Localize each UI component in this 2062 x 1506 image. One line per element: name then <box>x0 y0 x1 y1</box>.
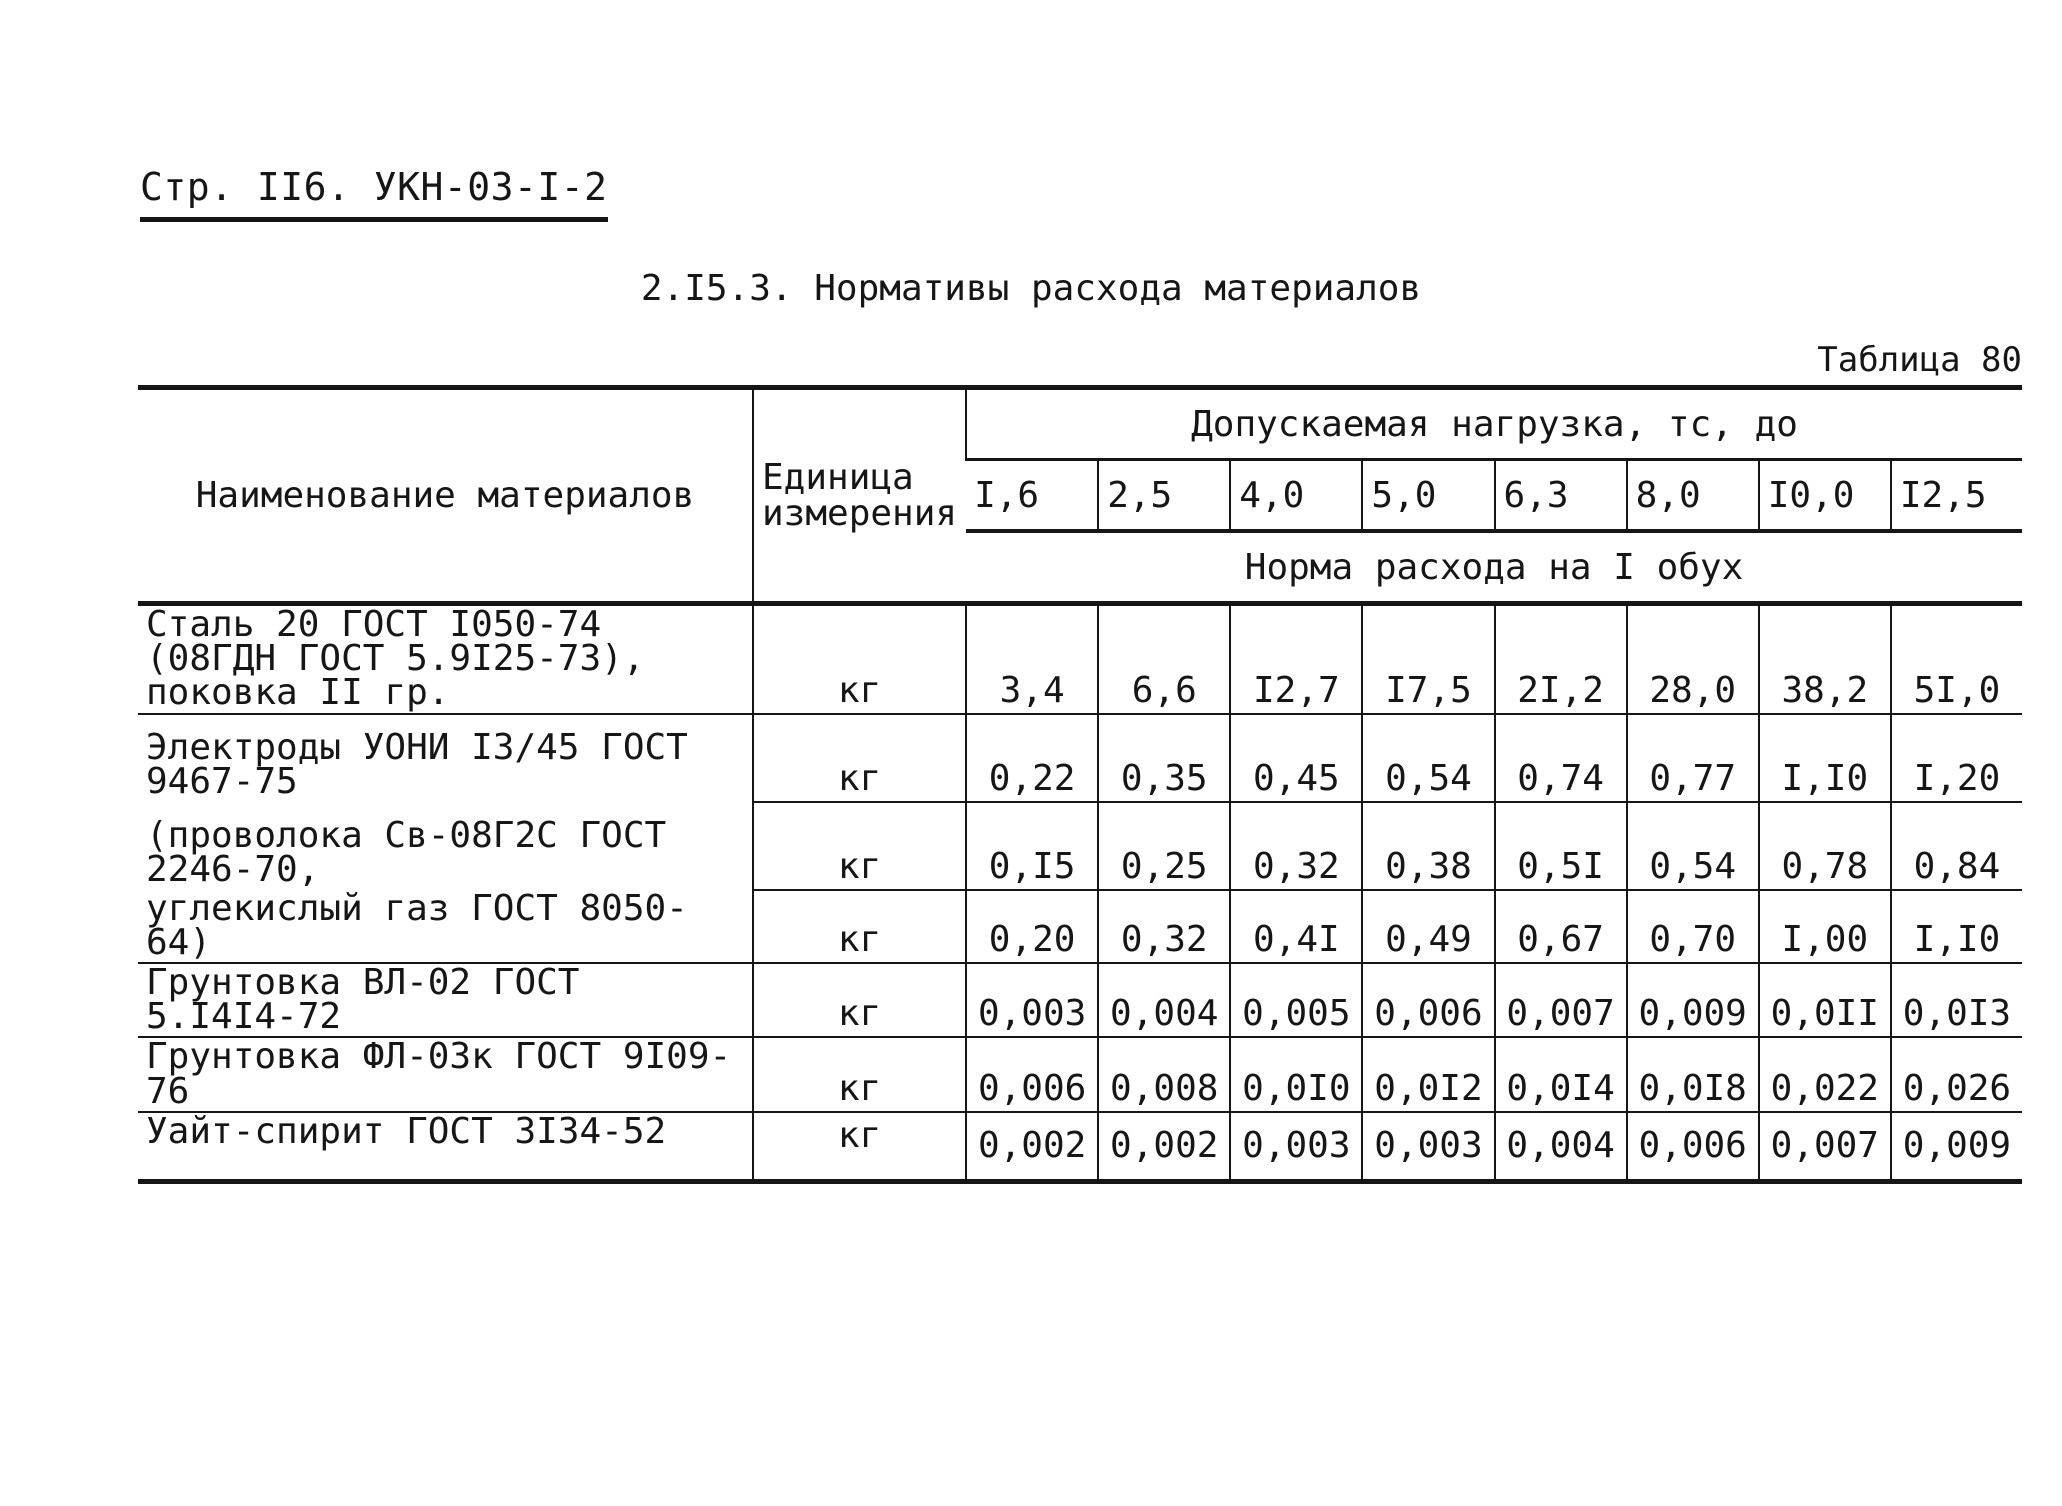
header-allowed-load: Допускаемая нагрузка, тс, до <box>966 388 2022 460</box>
value-cell: 38,2 <box>1759 604 1891 714</box>
value-cell: 0,0I0 <box>1230 1037 1362 1111</box>
table-row <box>138 1112 2022 1182</box>
value-cell: 0,003 <box>966 963 1098 1037</box>
value-cell: 0,007 <box>1759 1112 1891 1182</box>
table-row <box>138 802 2022 890</box>
value-cell: 0,0II <box>1759 963 1891 1037</box>
table-row <box>138 1037 2022 1111</box>
value-cell: 0,0I3 <box>1891 963 2022 1037</box>
unit-cell: кг <box>753 890 966 963</box>
material-name: Сталь 20 ГОСТ I050-74 (08ГДН ГОСТ 5.9I25-73), поковка II гр. <box>138 604 753 714</box>
material-name: Уайт-спирит ГОСТ 3I34-52 <box>138 1112 753 1182</box>
load-value-header: I2,5 <box>1891 460 2022 532</box>
section-title: 2.I5.3. Нормативы расхода материалов <box>640 268 1422 309</box>
materials-norms-table <box>138 385 2022 1184</box>
value-cell: 0,25 <box>1098 802 1230 890</box>
value-cell: 0,006 <box>966 1037 1098 1111</box>
value-cell: 0,20 <box>966 890 1098 963</box>
value-cell: 0,009 <box>1891 1112 2022 1182</box>
load-value-header: I0,0 <box>1759 460 1891 532</box>
value-cell: 0,007 <box>1495 963 1627 1037</box>
value-cell: 0,008 <box>1098 1037 1230 1111</box>
value-cell: 0,4I <box>1230 890 1362 963</box>
value-cell: 0,002 <box>1098 1112 1230 1182</box>
value-cell: 0,22 <box>966 714 1098 802</box>
value-cell: 0,70 <box>1627 890 1759 963</box>
value-cell: 0,38 <box>1362 802 1494 890</box>
value-cell: 0,004 <box>1098 963 1230 1037</box>
value-cell: I,00 <box>1759 890 1891 963</box>
header-material-name: Наименование материалов <box>138 388 753 604</box>
value-cell: I,I0 <box>1891 890 2022 963</box>
unit-cell: кг <box>753 1037 966 1111</box>
value-cell: 0,026 <box>1891 1037 2022 1111</box>
unit-cell: кг <box>753 604 966 714</box>
value-cell: 0,74 <box>1495 714 1627 802</box>
header-unit: Единица измерения <box>753 388 966 604</box>
load-value-header: 4,0 <box>1230 460 1362 532</box>
value-cell: 28,0 <box>1627 604 1759 714</box>
value-cell: 0,32 <box>1230 802 1362 890</box>
table-row <box>138 714 2022 802</box>
table-row <box>138 604 2022 714</box>
value-cell: 0,49 <box>1362 890 1494 963</box>
unit-cell: кг <box>753 802 966 890</box>
load-value-header: 8,0 <box>1627 460 1759 532</box>
table-row <box>138 890 2022 963</box>
value-cell: 0,005 <box>1230 963 1362 1037</box>
value-cell: 0,003 <box>1230 1112 1362 1182</box>
value-cell: 0,54 <box>1362 714 1494 802</box>
value-cell: 0,003 <box>1362 1112 1494 1182</box>
table-row <box>138 963 2022 1037</box>
unit-cell: кг <box>753 1112 966 1182</box>
value-cell: 0,006 <box>1627 1112 1759 1182</box>
value-cell: 0,54 <box>1627 802 1759 890</box>
load-value-header: I,6 <box>966 460 1098 532</box>
load-value-header: 2,5 <box>1098 460 1230 532</box>
value-cell: 0,006 <box>1362 963 1494 1037</box>
value-cell: 0,0I4 <box>1495 1037 1627 1111</box>
load-value-header: 6,3 <box>1495 460 1627 532</box>
material-name: Электроды УОНИ I3/45 ГОСТ 9467-75 <box>138 714 753 802</box>
value-cell: 0,77 <box>1627 714 1759 802</box>
material-name: углекислый газ ГОСТ 8050-64) <box>146 887 688 963</box>
material-name: (проволока Св-08Г2С ГОСТ 2246-70, <box>146 815 667 891</box>
material-name: Грунтовка ФЛ-03к ГОСТ 9I09-76 <box>138 1037 753 1111</box>
value-cell: 0,022 <box>1759 1037 1891 1111</box>
value-cell: I7,5 <box>1362 604 1494 714</box>
value-cell: I2,7 <box>1230 604 1362 714</box>
value-cell: 0,5I <box>1495 802 1627 890</box>
table-number-label: Таблица 80 <box>1817 340 2022 380</box>
load-value-header: 5,0 <box>1362 460 1494 532</box>
unit-cell: кг <box>753 714 966 802</box>
value-cell: 0,35 <box>1098 714 1230 802</box>
value-cell: 3,4 <box>966 604 1098 714</box>
value-cell: 0,78 <box>1759 802 1891 890</box>
page-header-ref: Стр. II6. УКН-03-I-2 <box>140 165 608 222</box>
unit-cell: кг <box>753 963 966 1037</box>
value-cell: 6,6 <box>1098 604 1230 714</box>
material-name: Грунтовка ВЛ-02 ГОСТ 5.I4I4-72 <box>138 963 753 1037</box>
value-cell: I,I0 <box>1759 714 1891 802</box>
value-cell: 5I,0 <box>1891 604 2022 714</box>
value-cell: 0,009 <box>1627 963 1759 1037</box>
value-cell: 0,45 <box>1230 714 1362 802</box>
value-cell: 0,002 <box>966 1112 1098 1182</box>
value-cell: 0,004 <box>1495 1112 1627 1182</box>
value-cell: 0,0I2 <box>1362 1037 1494 1111</box>
value-cell: 0,0I8 <box>1627 1037 1759 1111</box>
value-cell: 0,84 <box>1891 802 2022 890</box>
value-cell: 0,32 <box>1098 890 1230 963</box>
header-consumption-norm: Норма расхода на I обух <box>966 531 2022 604</box>
value-cell: 2I,2 <box>1495 604 1627 714</box>
value-cell: 0,I5 <box>966 802 1098 890</box>
value-cell: I,20 <box>1891 714 2022 802</box>
value-cell: 0,67 <box>1495 890 1627 963</box>
